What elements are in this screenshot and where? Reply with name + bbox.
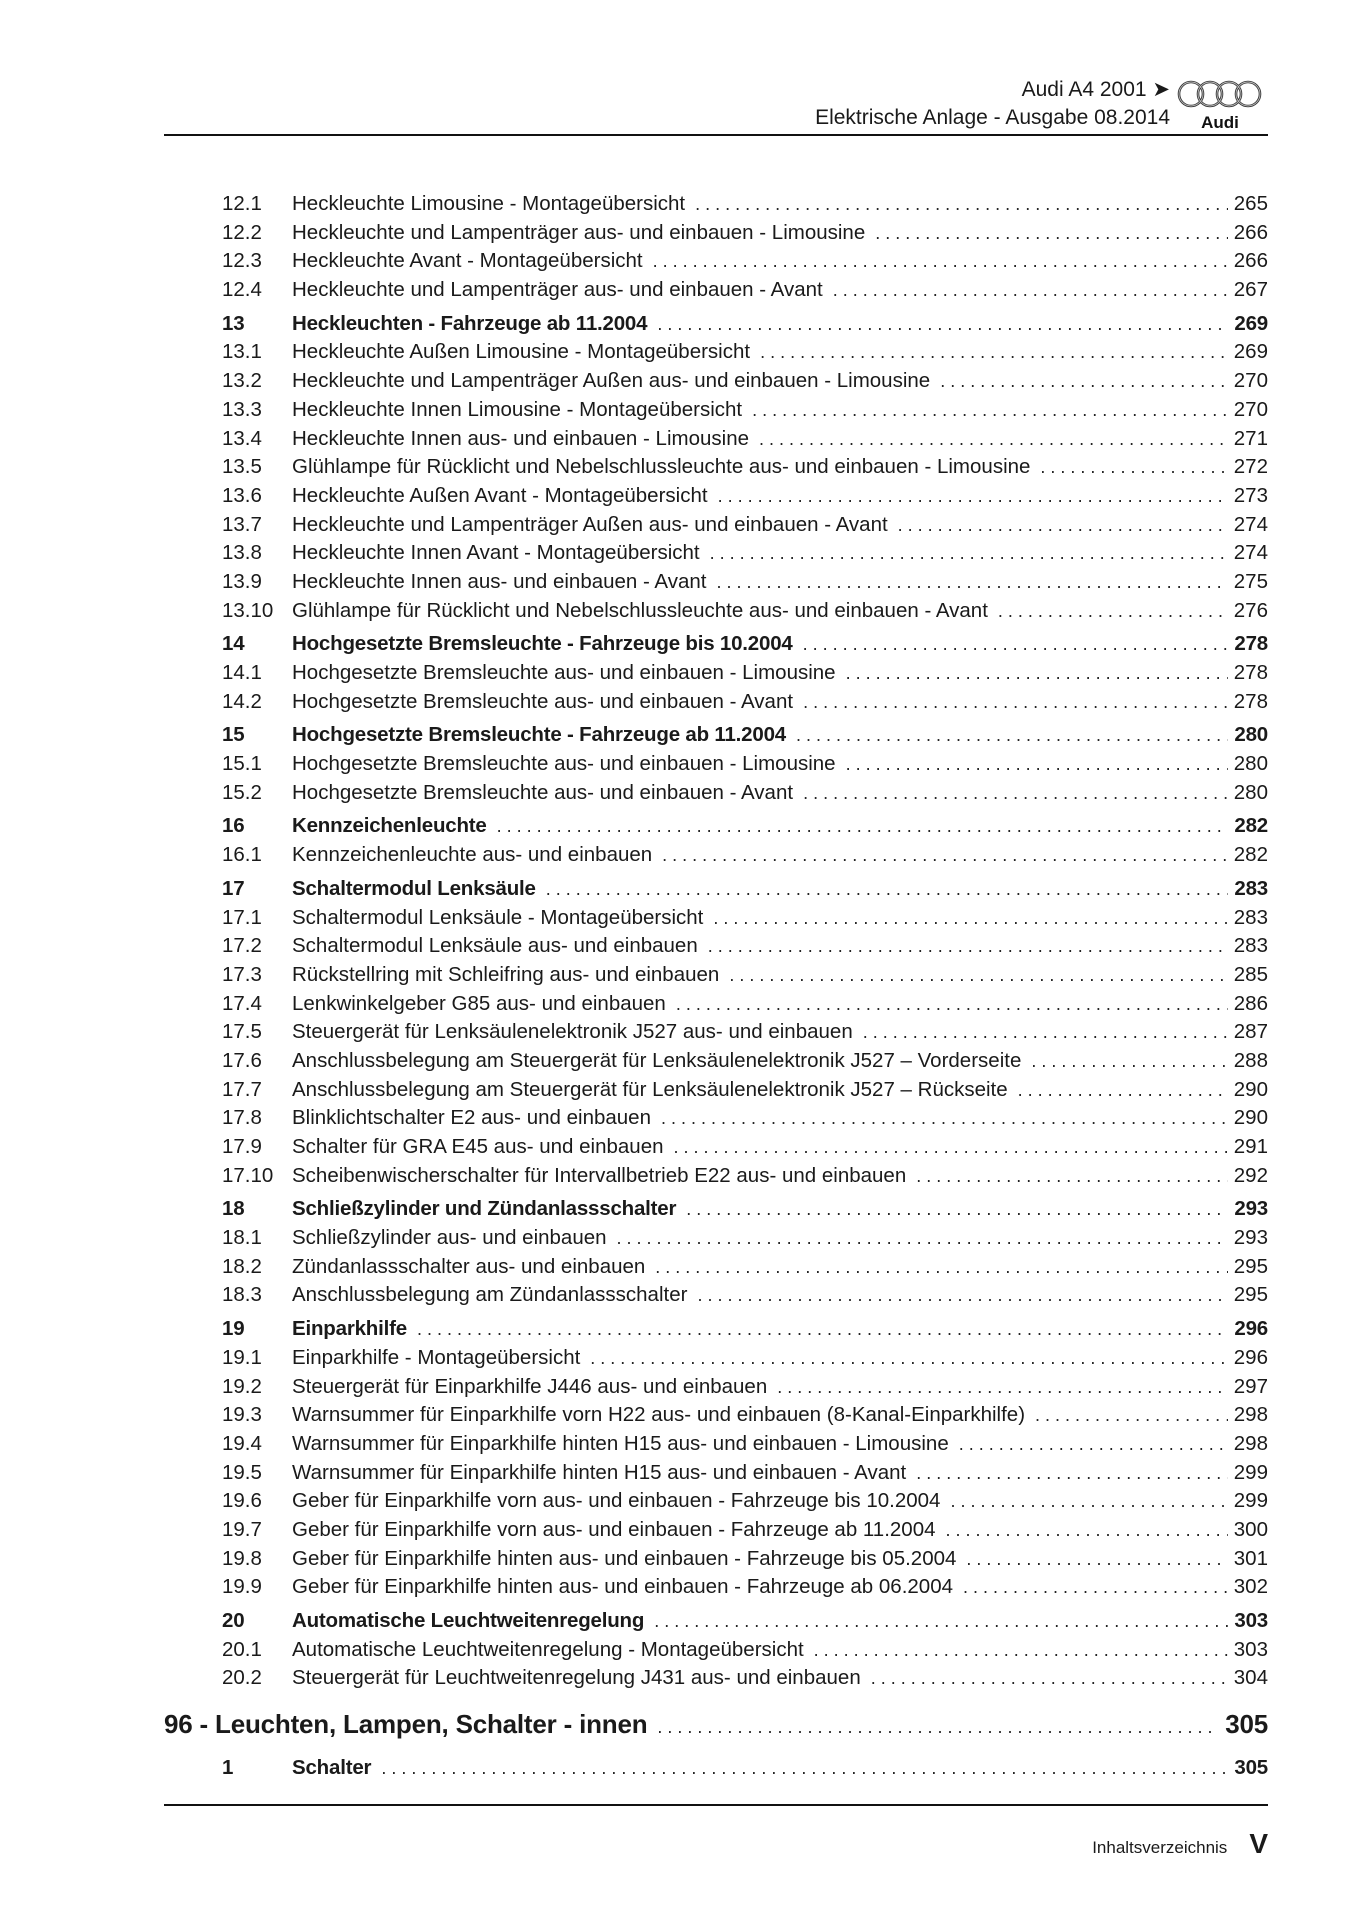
toc-entry-number: 19.6 <box>222 1489 262 1513</box>
toc-entry-page: 274 <box>1233 512 1268 536</box>
toc-entry-number: 19.7 <box>222 1517 262 1541</box>
toc-entry-title: Steuergerät für Leuchtweitenregelung J431 aus- und einbauen <box>292 1666 861 1690</box>
toc-entry-page: 290 <box>1233 1106 1268 1130</box>
toc-entry-number: 13 <box>222 311 245 335</box>
toc-section-entry[interactable] <box>164 877 1268 906</box>
dot-leader <box>752 400 1228 421</box>
toc-entry-number: 19.9 <box>222 1575 262 1599</box>
toc-subsection-entry[interactable] <box>164 1106 1268 1135</box>
toc-entry-page: 296 <box>1233 1345 1268 1369</box>
toc-entry-number: 19.3 <box>222 1403 262 1427</box>
toc-subsection-entry[interactable] <box>164 1346 1268 1375</box>
toc-entry-title: Anschlussbelegung am Zündanlassschalter <box>292 1283 688 1307</box>
toc-entry-page: 300 <box>1233 1517 1268 1541</box>
toc-subsection-entry[interactable] <box>164 1489 1268 1518</box>
toc-entry-number: 12.4 <box>222 278 262 302</box>
dot-leader <box>686 1199 1228 1220</box>
toc-entry-title: Scheibenwischerschalter für Intervallbetrieb E22 aus- und einbauen <box>292 1163 907 1187</box>
toc-entry-page: 302 <box>1233 1575 1268 1599</box>
toc-entry-title: Heckleuchte Innen aus- und einbauen - Avant <box>292 569 707 593</box>
toc-entry-page: 276 <box>1233 598 1268 622</box>
toc-entry-page: 274 <box>1233 541 1268 565</box>
toc-subsection-entry[interactable] <box>164 599 1268 628</box>
toc-subsection-entry[interactable] <box>164 249 1268 278</box>
toc-subsection-entry[interactable] <box>164 484 1268 513</box>
toc-entry-page: 303 <box>1234 1609 1268 1632</box>
toc-subsection-entry[interactable] <box>164 513 1268 542</box>
toc-entry-page: 273 <box>1233 483 1268 507</box>
toc-entry-title: Warnsummer für Einparkhilfe hinten H15 aus- und einbauen - Limousine <box>292 1431 949 1455</box>
toc-entry-number: 14.1 <box>222 661 262 684</box>
toc-subsection-entry[interactable] <box>164 1078 1268 1107</box>
dot-leader <box>716 572 1227 593</box>
toc-entry-title: Einparkhilfe - Montageübersicht <box>292 1345 581 1369</box>
toc-section-entry[interactable] <box>164 814 1268 843</box>
toc-entry-title: Heckleuchte Innen Limousine - Montageübersicht <box>292 397 743 421</box>
toc-entry-page: 298 <box>1233 1403 1268 1427</box>
toc-entry-title: Einparkhilfe <box>292 1317 407 1341</box>
toc-entry-title: Heckleuchte Limousine - Montageübersicht <box>292 192 686 215</box>
toc-subsection-entry[interactable] <box>164 1432 1268 1461</box>
dot-leader <box>417 1319 1228 1340</box>
toc-entry-page: 285 <box>1233 962 1268 986</box>
toc-entry-title: Hochgesetzte Bremsleuchte aus- und einbauen - Avant <box>292 780 794 804</box>
toc-entry-number: 14.2 <box>222 689 262 713</box>
toc-entry-title: Schaltermodul Lenksäule aus- und einbauen <box>292 934 698 958</box>
toc-entry-number: 1 <box>222 1756 234 1780</box>
toc-entry-number: 13.9 <box>222 569 262 593</box>
toc-entry-number: 13.7 <box>222 512 262 536</box>
dot-leader <box>546 879 1229 900</box>
toc-entry-number: 20 <box>222 1609 245 1632</box>
dot-leader <box>657 1717 1219 1738</box>
toc-entry-title: Schließzylinder und Zündanlassschalter <box>292 1197 677 1221</box>
toc-entry-number: 13.3 <box>222 397 262 421</box>
dot-leader <box>697 1285 1227 1306</box>
dot-leader <box>662 845 1228 866</box>
dot-leader <box>759 429 1228 450</box>
toc-entry-page: 270 <box>1233 397 1268 421</box>
dot-leader <box>814 1640 1228 1661</box>
toc-subsection-entry[interactable] <box>164 570 1268 599</box>
toc-entry-number: 13.10 <box>222 598 274 622</box>
toc-entry-page: 298 <box>1233 1431 1268 1455</box>
toc-entry-page: 266 <box>1233 220 1268 244</box>
toc-entry-number: 13.6 <box>222 483 262 507</box>
dot-leader <box>846 754 1228 775</box>
toc-entry-title: Glühlampe für Rücklicht und Nebelschlussleuchte aus- und einbauen - Avant <box>292 598 988 622</box>
toc-subsection-entry[interactable] <box>164 781 1268 810</box>
toc-entry-number: 17.2 <box>222 934 262 958</box>
toc-entry-page: 269 <box>1234 311 1268 335</box>
toc-entry-page: 278 <box>1233 661 1268 684</box>
dot-leader <box>803 783 1228 804</box>
toc-entry-page: 299 <box>1233 1460 1268 1484</box>
toc-subsection-entry[interactable] <box>164 427 1268 456</box>
dot-leader <box>946 1520 1228 1541</box>
dot-leader <box>729 965 1227 986</box>
toc-entry-page: 305 <box>1234 1756 1268 1780</box>
toc-entry-number: 16.1 <box>222 843 262 867</box>
toc-entry-title: Heckleuchte Außen Limousine - Montageübersicht <box>292 340 751 364</box>
toc-subsection-entry[interactable] <box>164 1020 1268 1049</box>
toc-entry-page: 280 <box>1233 752 1268 776</box>
toc-entry-number: 20.2 <box>222 1666 262 1690</box>
toc-entry-number: 19.1 <box>222 1345 262 1369</box>
dot-leader <box>708 936 1228 957</box>
toc-entry-title: Heckleuchte Innen aus- und einbauen - Limousine <box>292 426 749 450</box>
toc-entry-title: Hochgesetzte Bremsleuchte aus- und einbauen - Avant <box>292 689 794 713</box>
dot-leader <box>657 314 1228 335</box>
toc-entry-number: 17.8 <box>222 1106 262 1130</box>
dot-leader <box>1035 1405 1228 1426</box>
dot-leader <box>661 1108 1228 1129</box>
toc-subsection-entry[interactable] <box>164 1461 1268 1490</box>
page-footer <box>1092 1828 1268 1860</box>
toc-subsection-entry[interactable] <box>164 455 1268 484</box>
toc-entry-title: Heckleuchten - Fahrzeuge ab 11.2004 <box>292 311 648 335</box>
toc-entry-title: Hochgesetzte Bremsleuchte - Fahrzeuge bis 10.2004 <box>292 632 793 656</box>
footer-page-number: V <box>1249 1828 1268 1859</box>
toc-entry-number: 17.1 <box>222 905 262 929</box>
toc-entry-page: 283 <box>1233 905 1268 929</box>
toc-entry-number: 13.8 <box>222 541 262 565</box>
toc-entry-page: 282 <box>1234 814 1268 838</box>
toc-entry-page: 293 <box>1234 1197 1268 1221</box>
toc-subsection-entry[interactable] <box>164 541 1268 570</box>
toc-subsection-entry[interactable] <box>164 992 1268 1021</box>
dot-leader <box>590 1348 1227 1369</box>
toc-section-entry[interactable] <box>164 1756 1268 1785</box>
toc-subsection-entry[interactable] <box>164 340 1268 369</box>
toc-entry-number: 17.9 <box>222 1135 262 1158</box>
toc-entry-page: 303 <box>1233 1637 1268 1661</box>
toc-entry-title: Hochgesetzte Bremsleuchte aus- und einbauen - Limousine <box>292 752 836 776</box>
dot-leader <box>1018 1080 1228 1101</box>
toc-entry-title: Heckleuchte Außen Avant - Montageübersicht <box>292 483 708 507</box>
toc-entry-number: 15.2 <box>222 780 262 804</box>
toc-entry-number: 19.4 <box>222 1431 262 1455</box>
toc-entry-page: 291 <box>1233 1135 1268 1158</box>
header-text <box>815 76 1170 132</box>
toc-entry-page: 269 <box>1233 340 1268 364</box>
dot-leader <box>916 1166 1228 1187</box>
toc-subsection-entry[interactable] <box>164 843 1268 872</box>
toc-entry-number: 13.4 <box>222 426 262 450</box>
dot-leader <box>1031 1051 1227 1072</box>
toc-entry-page: 295 <box>1233 1254 1268 1278</box>
toc-entry-title: Heckleuchte und Lampenträger Außen aus- und einbauen - Limousine <box>292 369 931 393</box>
toc-entry-title: Glühlampe für Rücklicht und Nebelschlussleuchte aus- und einbauen - Limousine <box>292 455 1031 479</box>
toc-entry-number: 17.10 <box>222 1163 274 1187</box>
header-model-line: Audi A4 2001 ➤ <box>1021 78 1170 101</box>
dot-leader <box>381 1758 1228 1779</box>
toc-subsection-entry[interactable] <box>164 1135 1268 1164</box>
toc-entry-title: Steuergerät für Lenksäulenelektronik J527 aus- und einbauen <box>292 1020 853 1044</box>
toc-entry-number: 18.1 <box>222 1226 262 1250</box>
audi-wordmark: Audi <box>1201 113 1239 132</box>
toc-entry-page: 283 <box>1233 934 1268 958</box>
toc-entry-title: Hochgesetzte Bremsleuchte - Fahrzeuge ab 11.2004 <box>292 723 786 747</box>
toc-entry-title: Lenkwinkelgeber G85 aus- und einbauen <box>292 991 666 1015</box>
toc-entry-title: Anschlussbelegung am Steuergerät für Lenksäulenelektronik J527 – Rückseite <box>292 1077 1008 1101</box>
toc-section-entry[interactable] <box>164 632 1268 661</box>
toc-entry-title: Heckleuchte Avant - Montageübersicht <box>292 249 643 273</box>
toc-entry-number: 18.2 <box>222 1254 262 1278</box>
toc-entry-title: Anschlussbelegung am Steuergerät für Lenksäulenelektronik J527 – Vorderseite <box>292 1048 1022 1072</box>
dot-leader <box>655 1257 1227 1278</box>
toc-subsection-entry[interactable] <box>164 278 1268 307</box>
dot-leader <box>950 1491 1227 1512</box>
toc-subsection-entry[interactable] <box>164 1518 1268 1547</box>
dot-leader <box>653 251 1228 272</box>
toc-subsection-entry[interactable] <box>164 369 1268 398</box>
toc-entry-page: 280 <box>1233 780 1268 804</box>
toc-subsection-entry[interactable] <box>164 1283 1268 1312</box>
toc-entry-page: 296 <box>1234 1317 1268 1341</box>
toc-entry-number: 13.5 <box>222 455 262 479</box>
toc-subsection-entry[interactable] <box>164 661 1268 690</box>
toc-entry-title: Automatische Leuchtweitenregelung - Montageübersicht <box>292 1637 804 1661</box>
toc-entry-number: 17.3 <box>222 962 262 986</box>
toc-entry-title: Hochgesetzte Bremsleuchte aus- und einbauen - Limousine <box>292 661 836 684</box>
toc-subsection-entry[interactable] <box>164 1049 1268 1078</box>
toc-chapter-entry[interactable] <box>164 1709 1268 1751</box>
toc-entry-page: 287 <box>1233 1020 1268 1044</box>
toc-entry-page: 280 <box>1234 723 1268 747</box>
toc-entry-title: Heckleuchte und Lampenträger Außen aus- und einbauen - Avant <box>292 512 888 536</box>
toc-entry-page: 265 <box>1233 192 1268 215</box>
footer-rule <box>164 1804 1268 1806</box>
toc-entry-page: 283 <box>1234 876 1268 900</box>
dot-leader <box>674 1137 1228 1158</box>
dot-leader <box>898 515 1228 536</box>
dot-leader <box>916 1463 1228 1484</box>
dot-leader <box>940 371 1228 392</box>
toc-entry-page: 288 <box>1233 1048 1268 1072</box>
toc-entry-title: Blinklichtschalter E2 aus- und einbauen <box>292 1106 651 1130</box>
toc-entry-title: Geber für Einparkhilfe hinten aus- und einbauen - Fahrzeuge bis 05.2004 <box>292 1546 957 1570</box>
page-header <box>164 76 1268 136</box>
toc-entry-number: 19 <box>222 1317 245 1341</box>
dot-leader <box>695 194 1228 215</box>
toc-entry-number: 17.4 <box>222 991 262 1015</box>
dot-leader <box>710 543 1228 564</box>
dot-leader <box>966 1549 1227 1570</box>
toc-entry-number: 15.1 <box>222 752 262 776</box>
toc-entry-number: 17.6 <box>222 1048 262 1072</box>
dot-leader <box>871 1668 1228 1689</box>
toc-subsection-entry[interactable] <box>164 963 1268 992</box>
toc-entry-number: 12.3 <box>222 249 262 273</box>
toc-entry-page: 297 <box>1233 1374 1268 1398</box>
toc-entry-number: 19.5 <box>222 1460 262 1484</box>
toc-section-entry[interactable] <box>164 1609 1268 1638</box>
dot-leader <box>803 634 1229 655</box>
toc-subsection-entry[interactable] <box>164 906 1268 935</box>
toc-subsection-entry[interactable] <box>164 1547 1268 1576</box>
toc-entry-title: Kennzeichenleuchte aus- und einbauen <box>292 843 653 867</box>
dot-leader <box>654 1611 1228 1632</box>
toc-subsection-entry[interactable] <box>164 1375 1268 1404</box>
dot-leader <box>863 1022 1228 1043</box>
dot-leader <box>833 280 1228 301</box>
toc-entry-page: 293 <box>1233 1226 1268 1250</box>
dot-leader <box>777 1377 1228 1398</box>
toc-entry-page: 292 <box>1233 1163 1268 1187</box>
toc-subsection-entry[interactable] <box>164 192 1268 221</box>
toc-entry-title: Warnsummer für Einparkhilfe hinten H15 aus- und einbauen - Avant <box>292 1460 907 1484</box>
header-subtitle: Elektrische Anlage - Ausgabe 08.2014 <box>815 106 1170 129</box>
dot-leader <box>998 601 1228 622</box>
toc-entry-number: 20.1 <box>222 1637 262 1661</box>
dot-leader <box>846 663 1228 684</box>
toc-entry-number: 13.2 <box>222 369 262 393</box>
toc-entry-number: 12.1 <box>222 192 262 215</box>
toc-entry-title: Heckleuchte Innen Avant - Montageübersicht <box>292 541 700 565</box>
toc-entry-number: 17 <box>222 876 245 900</box>
dot-leader <box>497 816 1229 837</box>
toc-subsection-entry[interactable] <box>164 1638 1268 1667</box>
dot-leader <box>617 1228 1228 1249</box>
toc-subsection-entry[interactable] <box>164 1575 1268 1604</box>
toc-entry-page: 282 <box>1233 843 1268 867</box>
toc-subsection-entry[interactable] <box>164 752 1268 781</box>
toc-entry-title: Schalter für GRA E45 aus- und einbauen <box>292 1135 664 1158</box>
toc-entry-number: 12.2 <box>222 220 262 244</box>
toc-entry-page: 270 <box>1233 369 1268 393</box>
toc-subsection-entry[interactable] <box>164 1403 1268 1432</box>
toc-entry-title: Warnsummer für Einparkhilfe vorn H22 aus- und einbauen (8-Kanal-Einparkhilfe) <box>292 1403 1026 1427</box>
toc-entry-page: 290 <box>1233 1077 1268 1101</box>
toc-entry-number: 17.5 <box>222 1020 262 1044</box>
dot-leader <box>760 342 1228 363</box>
toc-entry-page: 304 <box>1233 1666 1268 1690</box>
toc-entry-title: Geber für Einparkhilfe hinten aus- und einbauen - Fahrzeuge ab 06.2004 <box>292 1575 954 1599</box>
toc-subsection-entry[interactable] <box>164 1255 1268 1284</box>
dot-leader <box>875 223 1228 244</box>
toc-entry-title: Steuergerät für Einparkhilfe J446 aus- und einbauen <box>292 1374 768 1398</box>
dot-leader <box>676 994 1228 1015</box>
toc-entry-page: 272 <box>1233 455 1268 479</box>
toc-entry-page: 275 <box>1233 569 1268 593</box>
toc-entry-page: 286 <box>1233 991 1268 1015</box>
toc-entry-title: Automatische Leuchtweitenregelung <box>292 1609 645 1632</box>
toc-entry-number: 19.8 <box>222 1546 262 1570</box>
toc-entry-number: 15 <box>222 723 245 747</box>
toc-entry-title: Schaltermodul Lenksäule <box>292 876 536 900</box>
toc-entry-number: 16 <box>222 814 245 838</box>
dot-leader <box>959 1434 1228 1455</box>
dot-leader <box>718 486 1228 507</box>
toc-subsection-entry[interactable] <box>164 1226 1268 1255</box>
toc-section-entry[interactable] <box>164 312 1268 341</box>
toc-entry-page: 301 <box>1233 1546 1268 1570</box>
toc-entry-title: Kennzeichenleuchte <box>292 814 487 838</box>
toc-entry-title: Heckleuchte und Lampenträger aus- und einbauen - Limousine <box>292 220 866 244</box>
toc-entry-title: Rückstellring mit Schleifring aus- und einbauen <box>292 962 720 986</box>
toc-entry-title: Heckleuchte und Lampenträger aus- und einbauen - Avant <box>292 278 823 302</box>
toc-entry-page: 305 <box>1225 1709 1268 1740</box>
toc-entry-page: 267 <box>1233 278 1268 302</box>
toc-entry-page: 299 <box>1233 1489 1268 1513</box>
dot-leader <box>796 725 1228 746</box>
toc-entry-title: Schaltermodul Lenksäule - Montageübersicht <box>292 905 704 929</box>
toc-entry-number: 17.7 <box>222 1077 262 1101</box>
toc-subsection-entry[interactable] <box>164 1666 1268 1695</box>
toc-entry-page: 278 <box>1233 689 1268 713</box>
toc-entry-number: 18.3 <box>222 1283 262 1307</box>
toc-entry-number: 13.1 <box>222 340 262 364</box>
toc-section-entry[interactable] <box>164 723 1268 752</box>
toc-subsection-entry[interactable] <box>164 690 1268 719</box>
toc-subsection-entry[interactable] <box>164 934 1268 963</box>
toc-entry-page: 266 <box>1233 249 1268 273</box>
toc-entry-page: 271 <box>1233 426 1268 450</box>
toc-entry-page: 278 <box>1234 632 1268 656</box>
toc-entry-title: 96 - Leuchten, Lampen, Schalter - innen <box>164 1709 648 1740</box>
dot-leader <box>713 908 1227 929</box>
toc-section-entry[interactable] <box>164 1197 1268 1226</box>
dot-leader <box>803 692 1228 713</box>
toc-subsection-entry[interactable] <box>164 398 1268 427</box>
toc-entry-number: 18 <box>222 1197 245 1221</box>
table-of-contents <box>164 192 1268 1785</box>
toc-subsection-entry[interactable] <box>164 221 1268 250</box>
toc-entry-title: Schalter <box>292 1756 372 1780</box>
footer-section-label: Inhaltsverzeichnis <box>1092 1838 1228 1857</box>
toc-section-entry[interactable] <box>164 1317 1268 1346</box>
toc-entry-title: Geber für Einparkhilfe vorn aus- und einbauen - Fahrzeuge bis 10.2004 <box>292 1489 941 1513</box>
audi-rings-logo-icon <box>1176 78 1268 132</box>
dot-leader <box>963 1577 1228 1598</box>
toc-entry-title: Zündanlassschalter aus- und einbauen <box>292 1254 646 1278</box>
toc-entry-number: 19.2 <box>222 1374 262 1398</box>
toc-entry-title: Geber für Einparkhilfe vorn aus- und einbauen - Fahrzeuge ab 11.2004 <box>292 1517 936 1541</box>
toc-entry-title: Schließzylinder aus- und einbauen <box>292 1226 607 1250</box>
dot-leader <box>1040 457 1227 478</box>
toc-subsection-entry[interactable] <box>164 1164 1268 1193</box>
toc-entry-number: 14 <box>222 632 245 656</box>
toc-entry-page: 295 <box>1233 1283 1268 1307</box>
